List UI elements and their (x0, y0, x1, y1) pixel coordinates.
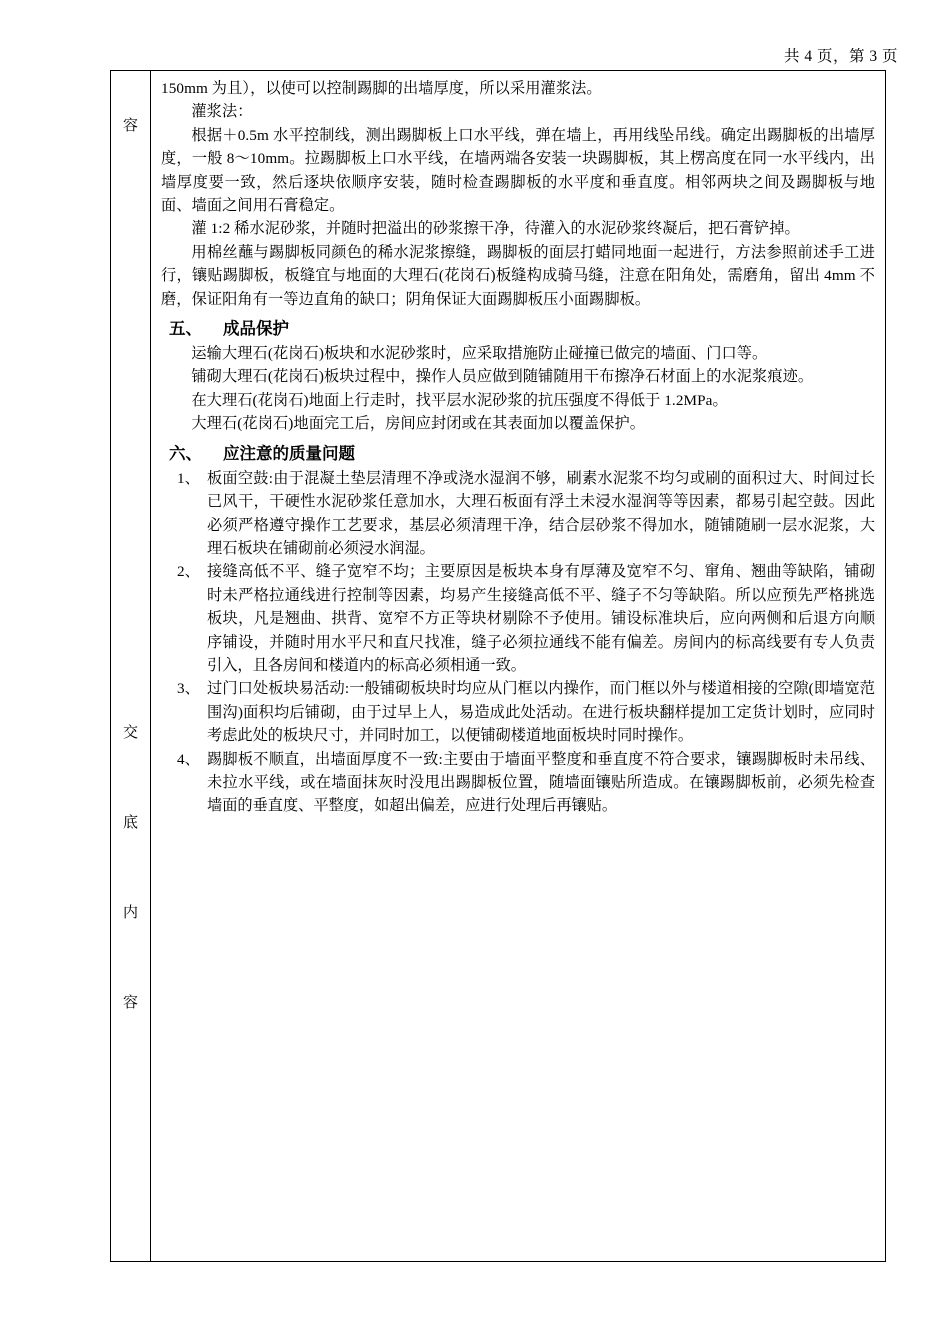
section-title-5: 成品保护 (223, 320, 289, 339)
section-title-6: 应注意的质量问题 (223, 444, 355, 463)
disclosure-content-table (110, 70, 886, 1262)
paragraph-mortar: 灌 1:2 稀水泥砂浆，并随时把溢出的砂浆擦干净，待灌入的水泥砂浆终凝后，把石膏铲掉。 (191, 220, 800, 238)
page-number-header: 共 4 页，第 3 页 (783, 48, 898, 65)
list-item (161, 748, 875, 818)
section5-paragraph-1: 运输大理石(花岗石)板块和水泥砂浆时，应采取措施防止碰撞已做完的墙面、门口等。 (191, 345, 768, 363)
label-char-rong: 容 (122, 995, 138, 1011)
paragraph-grouting-label: 灌浆法： (191, 103, 253, 121)
section-heading-6 (161, 441, 875, 467)
list-item-number-1: 1、 (177, 469, 200, 487)
list-item-text-3: 过门口处板块易活动:一般铺砌板块时均应从门框以内操作，而门框以外与楼道相接的空隙(即墙宽范围沟)面积均后铺砌，由于过早上人，易造成此处活动。在进行板块翻样提加工定货计划时，应同时考虑此处的板块尺寸，并同时加工，以便铺砌楼道地面板块时同时操作。 (207, 680, 875, 745)
list-item-text-2: 接缝高低不平、缝子宽窄不均；主要原因是板块本身有厚薄及宽窄不匀、窜角、翘曲等缺陷，铺砌时未严格拉通线进行控制等因素，均易产生接缝高低不平、缝子不匀等缺陷。所以应预先严格挑选板块，凡是翘曲、拱背、宽窄不方正等块材剔除不予使用。铺设标准块后，应向两侧和后退方向顺序铺设，并随时用水平尺和直尺找准，缝子必须拉通线不能有偏差。房间内的标高线要有专人负责引入，且各房间和楼道内的标高必须相通一致。 (207, 563, 875, 674)
list-item (161, 560, 875, 677)
vertical-label-column (111, 71, 151, 1261)
list-item-text-1: 板面空鼓:由于混凝土垫层清理不净或浇水湿润不够，刷素水泥浆不均匀或刷的面积过大、时间过长已风干，干硬性水泥砂浆任意加水，大理石板面有浮土未浸水湿润等等因素，都易引起空鼓。因此必须严格遵守操作工艺要求，基层必须清理干净，结合层砂浆不得加水，随铺随刷一层水泥浆，大理石板块在铺砌前必须浸水润湿。 (207, 469, 875, 557)
label-char-nei: 内 (122, 905, 138, 921)
paragraph-wiping: 用棉丝蘸与踢脚板同颜色的稀水泥浆擦缝，踢脚板的面层打蜡同地面一起进行，方法参照前述手工进行，镶贴踢脚板，板缝宜与地面的大理石(花岗石)板缝构成骑马缝，注意在阳角处，需磨角，留出 4mm 不磨，保证阳角有一等边直角的缺口；阴角保证大面踢脚板压小面踢脚板。 (161, 243, 875, 308)
list-item-text-4: 踢脚板不顺直，出墙面厚度不一致:主要由于墙面平整度和垂直度不符合要求，镶踢脚板时未吊线、未拉水平线，或在墙面抹灰时没甩出踢脚板位置，随墙面镶贴所造成。在镶踢脚板前，必须先检查墙面的垂直度、平整度，如超出偏差，应进行处理后再镶贴。 (207, 750, 875, 815)
content-column (151, 71, 885, 1261)
list-item (161, 677, 875, 747)
section-number-6: 六、 (169, 444, 202, 463)
section-number-5: 五、 (169, 320, 202, 339)
quality-issue-list (161, 467, 875, 818)
list-item (161, 467, 875, 561)
label-char-jiao: 交 (122, 725, 138, 741)
list-item-number-4: 4、 (177, 750, 200, 768)
section5-paragraph-3: 在大理石(花岗石)地面上行走时，找平层水泥砂浆的抗压强度不得低于 1.2MPa。 (191, 391, 728, 409)
section5-paragraph-4: 大理石(花岗石)地面完工后，房间应封闭或在其表面加以覆盖保护。 (191, 415, 646, 433)
label-char-di: 底 (122, 815, 138, 831)
label-char-continued: 容 (122, 118, 138, 134)
paragraph-grouting-body: 根据＋0.5m 水平控制线，测出踢脚板上口水平线，弹在墙上，再用线坠吊线。确定出踢脚板的出墙厚度，一般 8～10mm。拉踢脚板上口水平线，在墙两端各安装一块踢脚板，其上楞高度在同一水平线内，出墙厚度要一致，然后逐块依顺序安装，随时检查踢脚板的水平度和垂直度。相邻两块之间及踢脚板与地面、墙面之间用石膏稳定。 (161, 126, 875, 215)
section-heading-5 (161, 316, 875, 342)
list-item-number-2: 2、 (177, 563, 200, 581)
paragraph-continued: 150mm 为且），以使可以控制踢脚的出墙厚度，所以采用灌浆法。 (161, 80, 602, 97)
list-item-number-3: 3、 (177, 680, 200, 698)
section5-paragraph-2: 铺砌大理石(花岗石)板块过程中，操作人员应做到随铺随用干布擦净石材面上的水泥浆痕迹。 (191, 368, 814, 386)
